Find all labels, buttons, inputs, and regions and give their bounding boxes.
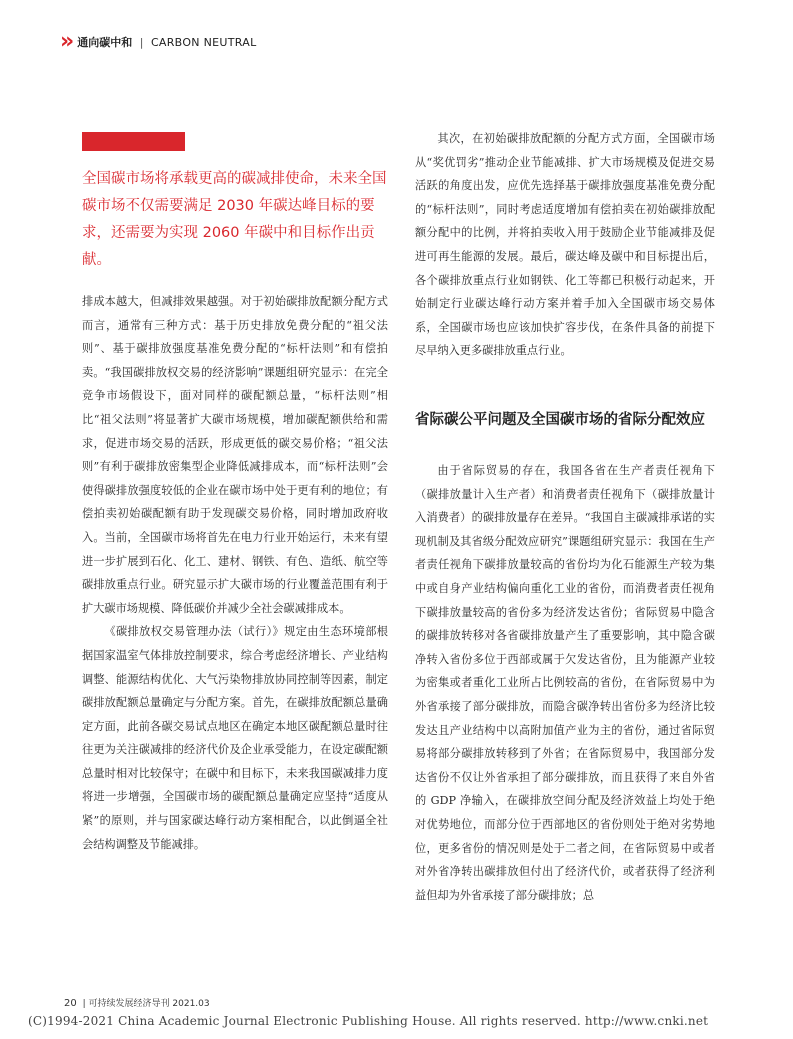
page-header (60, 30, 257, 54)
header-section-en: CARBON NEUTRAL (150, 36, 257, 49)
header-section-cn: 通向碳中和 (77, 36, 133, 49)
right-column-bottom (415, 459, 715, 907)
left-paragraph-1: 排成本越大，但减排效果越强。对于初始碳排放配额分配方式而言，通常有三种方式：基于历史排放免费分配的“祖父法则”、基于碳排放强度基准免费分配的“标杆法则”和有偿拍卖。“我国碳排放权交易的经济影响”课题组研究显示：在完全竞争市场假设下，面对同样的碳配额总量，“标杆法则”相比“祖父法则”将显著扩大碳市场规模，增加碳配额供给和需求，促进市场交易的活跃，形成更低的碳交易价格；“祖父法则”有利于碳排放密集型企业降低减排成本，而“标杆法则”会使得碳排放强度较低的企业在碳市场中处于更有利的地位；有偿拍卖初始碳配额有助于发现碳交易价格，同时增加政府收入。当前，全国碳市场将首先在电力行业开始运行，未来有望进一步扩展到石化、化工、建材、钢铁、有色、造纸、航空等碳排放重点行业。研究显示扩大碳市场的行业覆盖范围有利于扩大碳市场规模、降低碳价并减少全社会碳减排成本。 (82, 295, 388, 615)
header-section (77, 34, 256, 50)
header-separator: | (139, 36, 144, 49)
right-paragraph-2: 由于省际贸易的存在，我国各省在生产者责任视角下（碳排放量计入生产者）和消费者责任视角下（碳排放量计入消费者）的碳排放量存在差异。“我国自主碳减排承诺的实现机制及其省级分配效应研究”课题组研究显示：我国在生产者责任视角下碳排放量较高的省份均为化石能源生产较为集中或自身产业结构偏向重化工业的省份，而消费者责任视角下碳排放量较高的省份多为经济发达省份；省际贸易中隐含的碳排放转移对各省碳排放量产生了重要影响，其中隐含碳净转入省份多位于西部或属于欠发达省份，且为能源产业较为密集或者重化工业所占比例较高的省份，在省际贸易中为外省承接了部分碳排放，而隐含碳净转出省份多为经济比较发达且产业结构中以高附加值产业为主的省份，通过省际贸易将部分碳排放转移到了外省；在省际贸易中，我国部分发达省份不仅让外省承担了部分碳排放，而且获得了来自外省的 GDP 净输入，在碳排放空间分配及经济效益上均处于绝对优势地位，而部分位于西部地区的省份则处于绝对劣势地位，更多省份的情况则是处于二者之间，在省际贸易中或者对外省净转出碳排放但付出了经济代价，或者获得了经济利益但却为外省承接了部分碳排放；总 (415, 464, 715, 902)
double-chevron-icon: » (60, 29, 68, 54)
lead-quote: 全国碳市场将承载更高的碳减排使命，未来全国碳市场不仅需要满足 2030 年碳达峰目标的要求，还需要为实现 2060 年碳中和目标作出贡献。 (82, 171, 387, 268)
left-paragraph-2: 《碳排放权交易管理办法（试行）》规定由生态环境部根据国家温室气体排放控制要求，综合考虑经济增长、产业结构调整、能源结构优化、大气污染物排放协同控制等因素，制定碳排放配额总量确定与分配方案。首先，在碳排放配额总量确定方面，此前各碳交易试点地区在确定本地区碳配额总量时往往更为关注碳减排的经济代价及企业承受能力，在设定碳配额总量时相对比较保守；在碳中和目标下，未来我国碳减排力度将进一步增强，全国碳市场的碳配额总量确定应坚持“适度从紧”的原则，并与国家碳达峰行动方案相配合，以此倒逼全社会结构调整及节能减排。 (82, 625, 388, 851)
copyright-notice: (C)1994-2021 China Academic Journal Electronic Publishing House. All rights reserved. http://www.cnki.net (28, 1014, 709, 1028)
page-footer (64, 996, 210, 1009)
left-column (82, 290, 388, 856)
page-number: 20 (64, 998, 77, 1009)
right-paragraph-1: 其次，在初始碳排放配额的分配方式方面，全国碳市场从“奖优罚劣”推动企业节能减排、扩大市场规模及促进交易活跃的角度出发，应优先选择基于碳排放强度基准免费分配的“标杆法则”，同时考虑适度增加有偿拍卖在初始碳排放配额分配中的比例，并将拍卖收入用于鼓励企业节能减排及促进可再生能源的发展。最后，碳达峰及碳中和目标提出后，各个碳排放重点行业如钢铁、化工等都已积极行动起来，开始制定行业碳达峰行动方案并着手加入全国碳市场交易体系，全国碳市场也应该加快扩容步伐，在条件具备的前提下尽早纳入更多碳排放重点行业。 (415, 132, 715, 358)
footer-separator: | (82, 999, 86, 1009)
right-column-top (415, 127, 715, 363)
section-heading: 省际碳公平问题及全国碳市场的省际分配效应 (415, 412, 705, 428)
lead-accent-bar (82, 132, 185, 151)
journal-name: 可持续发展经济导刊 2021.03 (88, 999, 210, 1009)
